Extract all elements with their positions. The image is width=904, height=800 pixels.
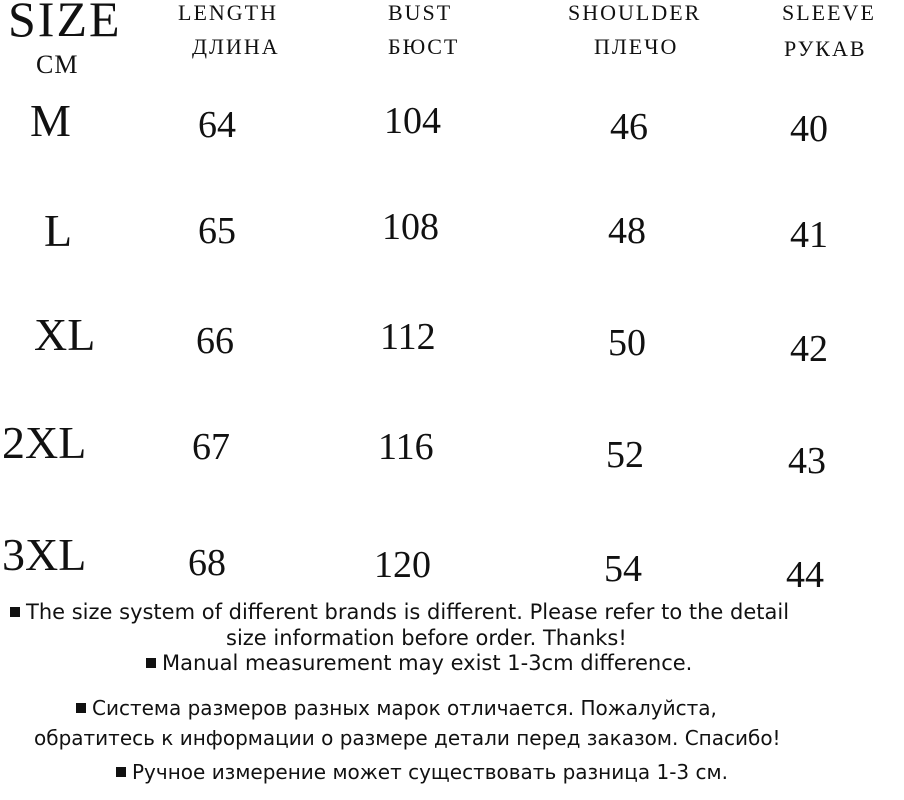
bullet-icon [10,607,20,617]
table-cell-shoulder: 54 [604,548,642,590]
note-en-text3: Manual measurement may exist 1-3cm difference. [162,651,693,675]
table-cell-sleeve: 41 [790,214,828,256]
header-sleeve-en: SLEEVE [782,0,876,25]
table-cell-shoulder: 46 [610,106,648,148]
size-xl-label: XL [34,309,96,360]
table-cell-length: 68 [188,542,226,584]
note-ru-line2: обратитесь к информации о размере детали перед заказом. Спасибо! [34,726,781,750]
header-shoulder-ru: ПЛЕЧО [594,34,679,59]
table-cell-length: 64 [198,104,236,146]
header-length-en: LENGTH [178,0,278,25]
table-cell-sleeve: 42 [790,328,828,370]
header-bust-ru: БЮСТ [388,34,460,59]
header-bust-en: BUST [388,0,453,25]
header-length-ru: ДЛИНА [192,34,280,59]
bullet-icon [146,658,156,668]
note-en-line2: size information before order. Thanks! [226,626,627,650]
note-en-text1: The size system of different brands is different. Please refer to the detail [26,600,790,624]
bullet-icon [76,703,86,713]
note-ru-text3: Ручное измерение может существовать разница 1-3 см. [132,760,728,784]
size-m-label: M [30,95,71,146]
table-cell-sleeve: 44 [786,554,824,596]
note-ru-text1: Система размеров разных марок отличается. Пожалуйста, [92,696,717,720]
table-cell-length: 65 [198,210,236,252]
table-cell-bust: 120 [374,544,431,586]
size-2xl-label: 2XL [2,417,87,468]
note-ru-line3 [116,762,728,782]
unit-label: CM [36,50,79,79]
table-cell-bust: 112 [380,316,436,358]
table-cell-shoulder: 48 [608,210,646,252]
note-ru-line1 [76,698,717,718]
header-sleeve-ru: РУКАВ [784,36,867,61]
table-cell-shoulder: 50 [608,322,646,364]
header-shoulder-en: SHOULDER [568,0,702,25]
table-cell-length: 66 [196,320,234,362]
size-l-label: L [44,205,73,256]
note-en-line3 [146,653,692,674]
size-title: SIZE [8,0,122,47]
table-cell-sleeve: 43 [788,440,826,482]
table-cell-bust: 108 [382,206,439,248]
size-3xl-label: 3XL [2,529,87,580]
note-en-line1 [10,602,789,623]
table-cell-bust: 116 [378,426,434,468]
table-cell-bust: 104 [384,100,441,142]
table-cell-shoulder: 52 [606,434,644,476]
bullet-icon [116,767,126,777]
table-cell-sleeve: 40 [790,108,828,150]
table-cell-length: 67 [192,426,230,468]
